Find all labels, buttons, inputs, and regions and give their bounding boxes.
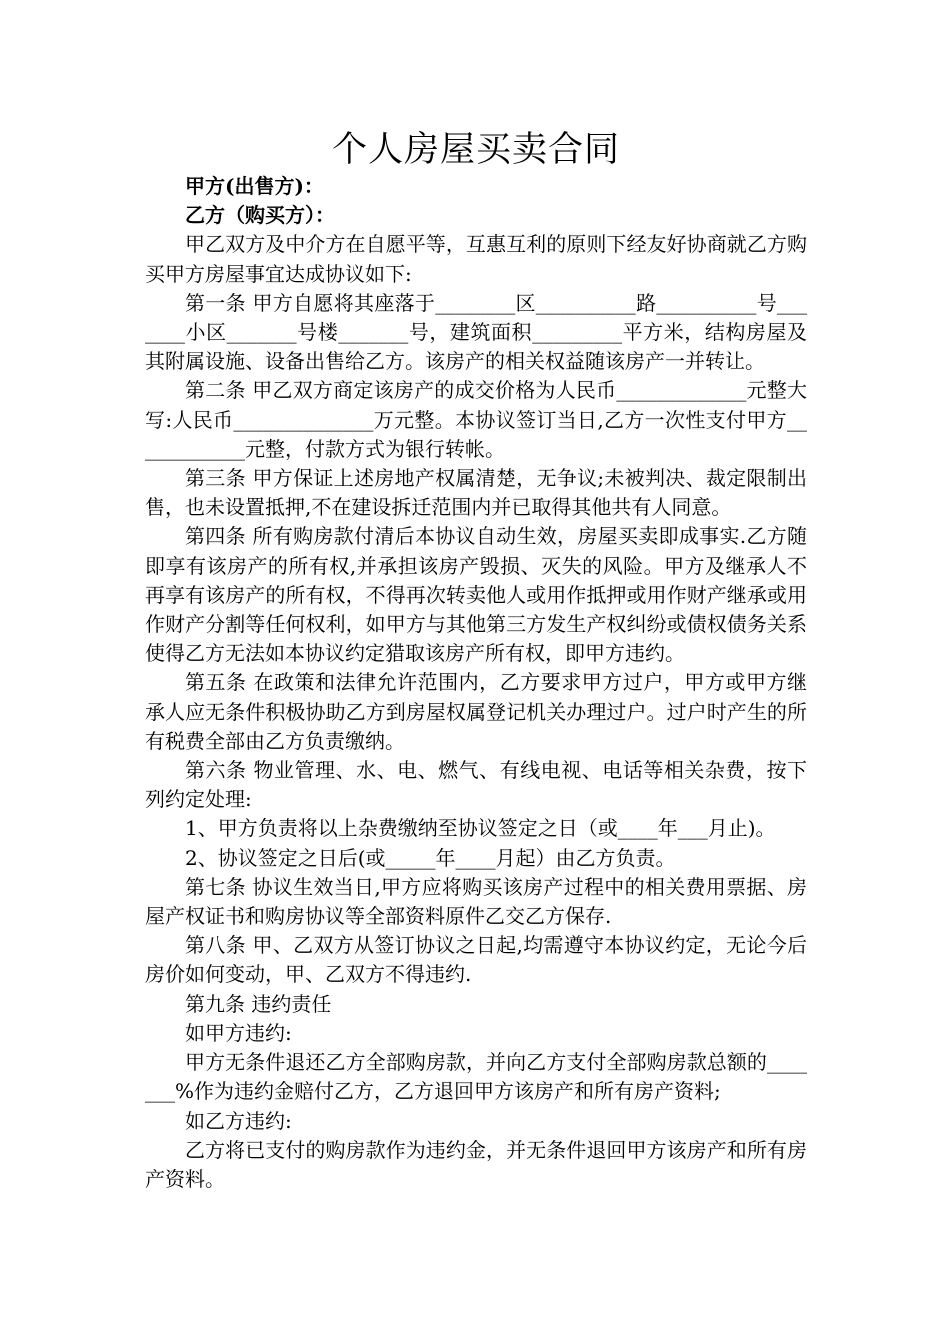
paragraph-article-7: 第七条 协议生效当日,甲方应将购买该房产过程中的相关费用票据、房屋产权证书和购房协议等全部资料原件乙交乙方保存. bbox=[145, 874, 807, 929]
paragraph-seller: 甲方(出售方)： bbox=[185, 174, 324, 198]
paragraph-preamble: 甲乙双方及中介方在自愿平等，互惠互利的原则下经友好协商就乙方购买甲方房屋事宜达成协议如下: bbox=[145, 232, 807, 286]
paragraph-buyer-breach-heading: 如乙方违约: bbox=[185, 1108, 292, 1133]
document-title: 个人房屋买卖合同 bbox=[331, 130, 620, 170]
paragraph-article-4: 第四条 所有购房款付清后本协议自动生效，房屋买卖即成事实.乙方随即享有该房产的所有权,并承担该房产毁损、灭失的风险。甲方及继承人不再享有该房产的所有权，不得再次转卖他人或用作抵押或用作财产继承或用作财产分割等任何权利，如甲方与其他第三方发生产权纠纷或债权债务关系使得乙方无法如本协议约定猎取该房产所有权，即甲方违约。 bbox=[145, 524, 807, 666]
paragraph-article-3: 第三条 甲方保证上述房地产权属清楚，无争议;未被判决、裁定限制出售，也未设置抵押,不在建设拆迁范围内并已取得其他共有人同意。 bbox=[145, 466, 807, 520]
paragraph-article-5: 第五条 在政策和法律允许范围内，乙方要求甲方过户，甲方或甲方继承人应无条件积极协助乙方到房屋权属登记机关办理过户。过户时产生的所有税费全部由乙方负责缴纳。 bbox=[145, 670, 807, 753]
paragraph-buyer-breach-terms: 乙方将已支付的购房款作为违约金，并无条件退回甲方该房产和所有房产资料。 bbox=[145, 1137, 807, 1191]
paragraph-article-8: 第八条 甲、乙双方从签订协议之日起,均需遵守本协议约定，无论今后房价如何变动，甲、乙双方不得违约. bbox=[145, 933, 807, 987]
paragraph-seller-breach-heading: 如甲方违约: bbox=[185, 1020, 292, 1045]
paragraph-article-1: 第一条 甲方自愿将其座落于________区__________路__________号_______小区_______号楼_______号，建筑面积_________平方米，结构房屋及其附属设施、设备出售给乙方。该房产的相关权益随该房产一并转让。 bbox=[145, 290, 807, 374]
paragraph-article-2: 第二条 甲乙双方商定该房产的成交价格为人民币_____________元整大写:人民币______________万元整。本协议签订当日,乙方一次性支付甲方____________元整，付款方式为银行转帐。 bbox=[145, 378, 807, 461]
paragraph-seller-breach-terms: 甲方无条件退还乙方全部购房款，并向乙方支付全部购房款总额的_______%作为违约金赔付乙方，乙方退回甲方该房产和所有房产资料; bbox=[145, 1050, 807, 1104]
paragraph-article-6-item-1: 1、甲方负责将以上杂费缴纳至协议签定之日（或____年___月止)。 bbox=[185, 816, 776, 841]
paragraph-article-6-item-2: 2、协议签定之日后(或_____年____月起）由乙方负责。 bbox=[185, 845, 676, 870]
paragraph-article-6: 第六条 物业管理、水、电、燃气、有线电视、电话等相关杂费，按下列约定处理: bbox=[145, 758, 807, 812]
paragraph-buyer: 乙方（购买方）： bbox=[185, 203, 335, 228]
paragraph-article-9: 第九条 违约责任 bbox=[185, 991, 332, 1016]
document-body bbox=[145, 172, 807, 1194]
